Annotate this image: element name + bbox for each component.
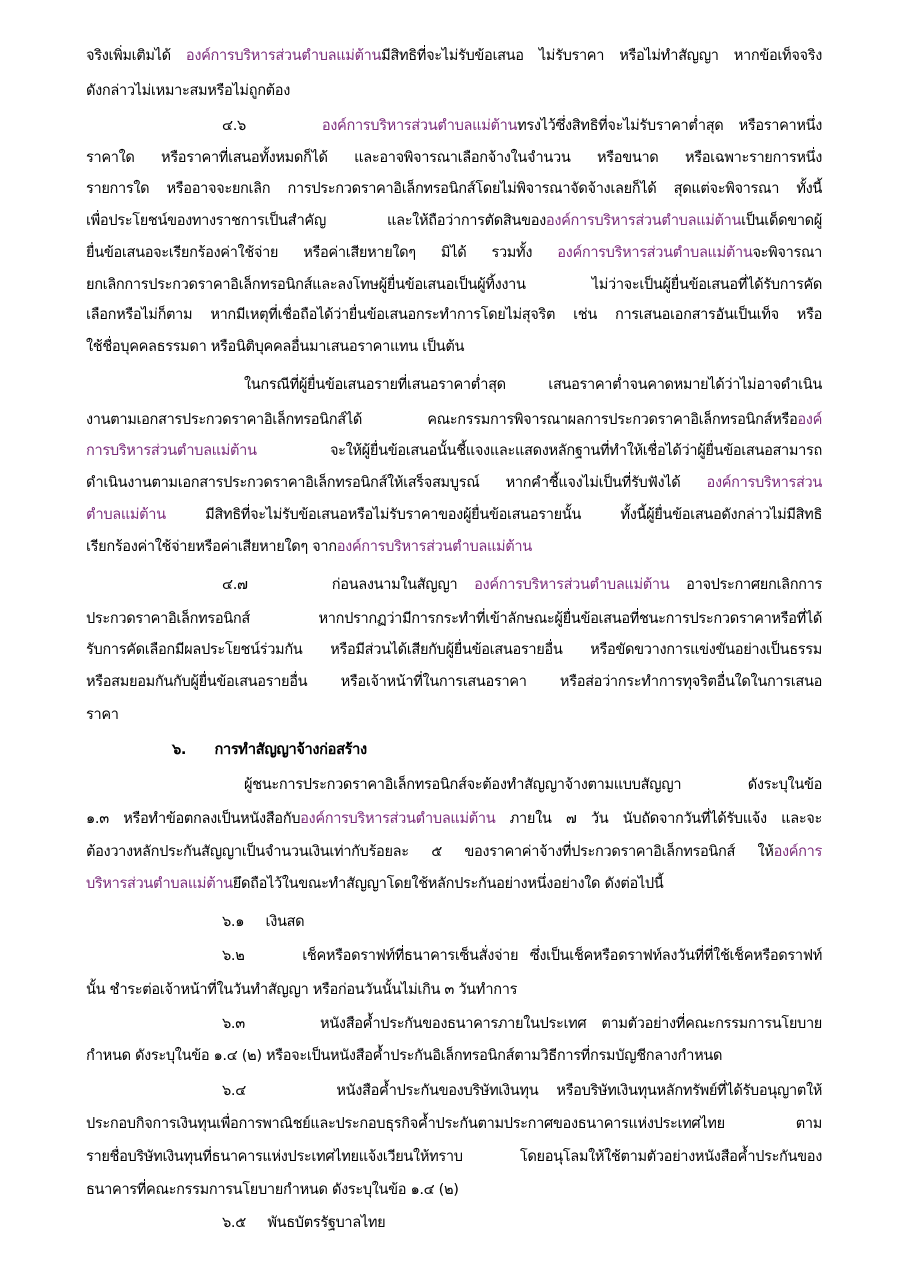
text-segment: เลือกหรือไม่ก็ตาม หากมีเหตุที่เชื่อถือได้ว่ายื่นข้อเสนอกระทำการโดยไม่สุจริต เช่น การเสนอเอกสารอันเป็นเท็จ หรือ <box>86 306 822 323</box>
text-line <box>86 1147 822 1167</box>
text-line <box>86 1046 822 1066</box>
text-line <box>86 148 822 168</box>
text-segment: กำหนด ดังระบุในข้อ ๑.๔ (๒) หรือจะเป็นหนังสือค้ำประกันอิเล็กทรอนิกส์ตามวิธีการที่กรมบัญชีกลางกำหนด <box>86 1047 723 1064</box>
text-segment: ผู้ชนะการประกวดราคาอิเล็กทรอนิกส์จะต้องทำสัญญาจ้างตามแบบสัญญา ดังระบุในข้อ <box>244 776 822 793</box>
text-segment: ๖.๑ เงินสด <box>222 913 305 930</box>
text-line <box>86 179 822 199</box>
text-line <box>86 81 822 101</box>
text-segment: ๖. การทำสัญญาจ้างก่อสร้าง <box>172 741 367 758</box>
text-segment: รายชื่อบริษัทเงินทุนที่ธนาคารแห่งประเทศไทยแจ้งเวียนให้ทราบ โดยอนุโลมให้ใช้ตามตัวอย่างหนังสือค้ำประกันของ <box>86 1148 822 1165</box>
text-segment: ใช้ชื่อบุคคลธรรมดา หรือนิติบุคคลอื่นมาเสนอราคาแทน เป็นต้น <box>86 338 465 355</box>
text-segment: จะให้ผู้ยื่นข้อเสนอนั้นชี้แจงและแสดงหลักฐานที่ทำให้เชื่อได้ว่าผู้ยื่นข้อเสนอสามารถ <box>256 442 822 459</box>
text-line <box>222 946 822 966</box>
text-line <box>86 46 822 66</box>
text-segment: ในกรณีที่ผู้ยื่นข้อเสนอรายที่เสนอราคาต่ำสุด เสนอราคาต่ำจนคาดหมายได้ว่าไม่อาจดำเนิน <box>244 376 822 393</box>
text-line <box>222 1014 822 1034</box>
organization-name: องค์การบริหารส่วนตำบลแม่ต้าน <box>545 212 742 229</box>
organization-name: องค์การบริหารส่วนตำบลแม่ต้าน <box>557 244 753 261</box>
text-line <box>86 537 822 557</box>
text-segment: ๔.๗ ก่อนลงนามในสัญญา <box>222 576 475 593</box>
text-line <box>86 1114 822 1134</box>
text-segment: ธนาคารที่คณะกรรมการนโยบายกำหนด ดังระบุในข้อ ๑.๔ (๒) <box>86 1181 459 1198</box>
text-segment: ๔.๖ <box>222 117 322 134</box>
text-segment: จะพิจารณา <box>752 244 822 261</box>
text-line <box>86 211 822 231</box>
text-line <box>86 337 822 357</box>
text-segment: เรียกร้องค่าใช้จ่ายหรือค่าเสียหายใดๆ จาก <box>86 538 337 555</box>
text-segment: เพื่อประโยชน์ของทางราชการเป็นสำคัญ และให้ถือว่าการตัดสินของ <box>86 212 546 229</box>
text-line <box>222 116 822 136</box>
text-line <box>86 473 822 493</box>
organization-name: องค์ <box>797 411 822 428</box>
text-segment: ๖.๓ หนังสือค้ำประกันของธนาคารภายในประเทศ ตามตัวอย่างที่คณะกรรมการนโยบาย <box>222 1015 822 1032</box>
text-segment: ราคา <box>86 706 119 723</box>
text-line <box>86 705 822 725</box>
text-segment: ประกอบกิจการเงินทุนเพื่อการพาณิชย์และประกอบธุรกิจค้ำประกันตามประกาศของธนาคารแห่งประเทศไทย ตาม <box>86 1115 822 1132</box>
text-line <box>86 305 822 325</box>
text-line <box>86 809 822 829</box>
text-segment: ทรงไว้ซึ่งสิทธิที่จะไม่รับราคาต่ำสุด หรือราคาหนึ่ง <box>517 117 823 134</box>
text-line <box>86 441 822 461</box>
organization-name: องค์การบริหารส่วนตำบลแม่ต้าน <box>300 810 496 827</box>
text-line <box>222 912 822 932</box>
text-segment: ๖.๔ หนังสือค้ำประกันของบริษัทเงินทุน หรือบริษัทเงินทุนหลักทรัพย์ที่ได้รับอนุญาตให้ <box>222 1082 822 1099</box>
text-segment: ยื่นข้อเสนอจะเรียกร้องค่าใช้จ่าย หรือค่าเสียหายใดๆ มิได้ รวมทั้ง <box>86 244 558 261</box>
text-segment: มีสิทธิที่จะไม่รับข้อเสนอ ไม่รับราคา หรือไม่ทำสัญญา หากข้อเท็จจริง <box>381 47 822 64</box>
text-line <box>172 740 822 760</box>
text-line <box>86 609 822 629</box>
text-line <box>86 842 822 862</box>
organization-name: องค์การ <box>773 843 822 860</box>
text-line <box>244 375 822 395</box>
text-segment: ดำเนินงานตามเอกสารประกวดราคาอิเล็กทรอนิกส์ให้เสร็จสมบูรณ์ หากคำชี้แจงไม่เป็นที่รับฟังได้ <box>86 474 707 491</box>
text-line <box>86 505 822 525</box>
text-segment: ประกวดราคาอิเล็กทรอนิกส์ หากปรากฏว่ามีการกระทำที่เข้าลักษณะผู้ยื่นข้อเสนอที่ชนะการประกวดราคาหรือที่ได้ <box>86 610 822 627</box>
organization-name: องค์การบริหารส่วนตำบลแม่ต้าน <box>185 47 382 64</box>
text-segment: ต้องวางหลักประกันสัญญาเป็นจำนวนเงินเท่ากับร้อยละ ๕ ของราคาค่าจ้างที่ประกวดราคาอิเล็กทรอนิกส์ ให้ <box>86 843 774 860</box>
text-segment: ยึดถือไว้ในขณะทำสัญญาโดยใช้หลักประกันอย่างหนึ่งอย่างใด ดังต่อไปนี้ <box>232 875 664 892</box>
text-segment: รับการคัดเลือกมีผลประโยชน์ร่วมกัน หรือมีส่วนได้เสียกับผู้ยื่นข้อเสนอรายอื่น หรือขัดขวางการแข่งขันอย่างเป็นธรรม <box>86 641 822 658</box>
text-segment: ดังกล่าวไม่เหมาะสมหรือไม่ถูกต้อง <box>86 82 290 99</box>
text-segment: ภายใน ๗ วัน นับถัดจากวันที่ได้รับแจ้ง และจะ <box>495 810 822 827</box>
text-segment: ๖.๕ พันธบัตรรัฐบาลไทย <box>222 1214 386 1231</box>
text-line <box>86 410 822 430</box>
text-segment: มีสิทธิที่จะไม่รับข้อเสนอหรือไม่รับราคาของผู้ยื่นข้อเสนอรายนั้น ทั้งนี้ผู้ยื่นข้อเสนอดังกล่าวไม่มีสิทธิ <box>165 506 822 523</box>
text-segment: ยกเลิกการประกวดราคาอิเล็กทรอนิกส์และลงโทษผู้ยื่นข้อเสนอเป็นผู้ทิ้งงาน ไม่ว่าจะเป็นผู้ยื่นข้อเสนอที่ได้รับการคัด <box>86 276 822 293</box>
text-segment: รายการใด หรืออาจจะยกเลิก การประกวดราคาอิเล็กทรอนิกส์โดยไม่พิจารณาจัดจ้างเลยก็ได้ สุดแต่จะพิจารณา ทั้งนี้ <box>86 180 822 197</box>
organization-name: องค์การบริหารส่วนตำบลแม่ต้าน <box>321 117 518 134</box>
organization-name: บริหารส่วนตำบลแม่ต้าน <box>86 875 233 892</box>
text-line <box>222 1081 822 1101</box>
organization-name: องค์การบริหารส่วนตำบลแม่ต้าน <box>474 576 670 593</box>
organization-name: การบริหารส่วนตำบลแม่ต้าน <box>86 442 257 459</box>
text-segment: หรือสมยอมกันกับผู้ยื่นข้อเสนอรายอื่น หรือเจ้าหน้าที่ในการเสนอราคา หรือส่อว่ากระทำการทุจริตอื่นใดในการเสนอ <box>86 673 822 690</box>
text-line <box>86 672 822 692</box>
text-segment: ราคาใด หรือราคาที่เสนอทั้งหมดก็ได้ และอาจพิจารณาเลือกจ้างในจำนวน หรือขนาด หรือเฉพาะรายการหนึ่ง <box>86 149 822 166</box>
text-segment: ๑.๓ หรือทำข้อตกลงเป็นหนังสือกับ <box>86 810 301 827</box>
text-segment: จริงเพิ่มเติมได้ <box>86 47 186 64</box>
text-line <box>244 775 822 795</box>
text-line <box>86 874 822 894</box>
organization-name: ตำบลแม่ต้าน <box>86 506 166 523</box>
text-line <box>86 275 822 295</box>
text-line <box>86 980 822 1000</box>
organization-name: องค์การบริหารส่วนตำบลแม่ต้าน <box>336 538 532 555</box>
text-segment: ๖.๒ เช็คหรือดราฟท์ที่ธนาคารเซ็นสั่งจ่าย ซึ่งเป็นเช็คหรือดราฟท์ลงวันที่ที่ใช้เช็คหรือดราฟท์ <box>222 947 822 964</box>
text-line <box>86 243 822 263</box>
text-line <box>86 640 822 660</box>
text-segment: เป็นเด็ดขาดผู้ <box>741 212 822 229</box>
text-segment: นั้น ชำระต่อเจ้าหน้าที่ในวันทำสัญญา หรือก่อนวันนั้นไม่เกิน ๓ วันทำการ <box>86 981 518 998</box>
text-segment: งานตามเอกสารประกวดราคาอิเล็กทรอนิกส์ได้ คณะกรรมการพิจารณาผลการประกวดราคาอิเล็กทรอนิกส์หรือ <box>86 411 798 428</box>
text-line <box>222 575 822 595</box>
text-line <box>86 1180 822 1200</box>
organization-name: องค์การบริหารส่วน <box>706 474 822 491</box>
text-line <box>222 1213 822 1233</box>
text-segment: อาจประกาศยกเลิกการ <box>669 576 822 593</box>
